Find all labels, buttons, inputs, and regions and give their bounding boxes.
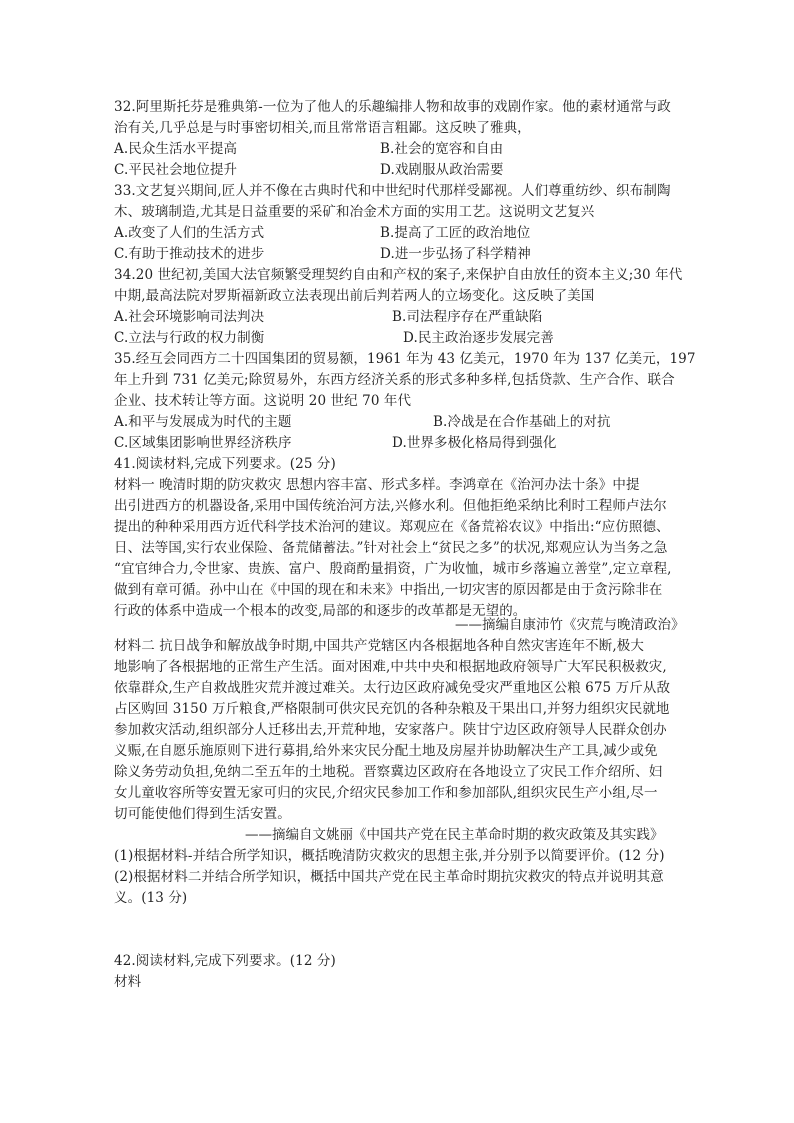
q41-title: 41.阅读材料,完成下列要求。(25 分) (114, 456, 336, 472)
q35-option-a: A.和平与发展成为时代的主题 (114, 414, 292, 430)
q32-option-a: A.民众生活水平提高 (114, 141, 238, 157)
q33-option-d: D.进一步弘扬了科学精神 (380, 246, 531, 262)
q33-stem-line-2: 木、玻璃制造,尤其是日益重要的采矿和冶金术方面的实用工艺。这说明文艺复兴 (114, 204, 595, 220)
q41-material-1-line: 日、法等国,实行农业保险、备荒储蓄法。”针对社会上“贫民之多”的状况,郑观应认为当务之急 (114, 540, 668, 556)
q35-stem-line-2: 年上升到 731 亿美元;除贸易外，东西方经济关系的形式多种多样,包括贷款、生产合作、联合 (114, 372, 675, 388)
q32-stem-line-1: 32.阿里斯托芬是雅典第-一位为了他人的乐趣编排人物和故事的戏剧作家。他的素材通常与政 (114, 99, 671, 115)
q35-option-b: B.冷战是在合作基础上的对抗 (433, 414, 611, 430)
q41-material-2-source: ——摘编自文姚丽《中国共产党在民主革命时期的救灾政策及其实践》 (245, 827, 664, 843)
q41-material-2-line: 参加救灾活动,组织部分人迁移出去,开荒种地，安家落户。陕甘宁边区政府领导人民群众创办 (114, 722, 667, 738)
q35-option-d: D.世界多极化格局得到强化 (392, 435, 557, 451)
q32-stem-line-2: 治有关,几乎总是与时事密切相关,而且常常语言粗鄙。这反映了雅典， (114, 120, 531, 136)
q41-material-2-line: 除义务劳动负担,免纳二至五年的土地税。晋察冀边区政府在各地设立了灾民工作介绍所、妇 (114, 764, 663, 780)
q41-requirement-2-line: 义。(13 分) (114, 890, 188, 906)
q41-material-2-line: 依靠群众,生产自救战胜灾荒并渡过难关。太行边区政府减免受灾严重地区公粮 675 万斤从敌 (114, 680, 671, 696)
q41-material-1-line: “宜官绅合力,令世家、贵族、富户、殷商酌量捐资，广为收恤，城市乡落遍立善堂”,定立章程, (114, 561, 672, 577)
q32-option-b: B.社会的宽容和自由 (380, 141, 504, 157)
q42-material-label: 材料 (114, 974, 142, 990)
q41-material-1-source: ——摘编自康沛竹《灾荒与晚清政治》 (455, 617, 685, 633)
q42-title: 42.阅读材料,完成下列要求。(12 分) (114, 953, 336, 969)
q32-option-d: D.戏剧服从政治需要 (380, 162, 504, 178)
q34-stem-line-2: 中期,最高法院对罗斯福新政立法表现出前后判若两人的立场变化。这反映了美国 (114, 288, 595, 304)
q41-material-1-line: 提出的种种采用西方近代科学技术治河的建议。郑观应在《备荒裕农议》中指出:“应仿照德、 (114, 519, 670, 535)
q41-material-2-line: 义赈,在自愿乐施原则下进行募捐,给外来灾民分配土地及房屋并协助解决生产工具,减少或免 (114, 743, 658, 759)
q34-option-b: B.司法程序存在严重缺陷 (392, 309, 543, 325)
q41-material-2-line: 女儿童收容所等安置无家可归的灾民,介绍灾民参加工作和参加部队,组织灾民生产小组,尽一 (114, 785, 658, 801)
q34-option-c: C.立法与行政的权力制衡 (114, 330, 265, 346)
q33-option-b: B.提高了工匠的政治地位 (380, 225, 531, 241)
q35-option-c: C.区域集团影响世界经济秩序 (114, 435, 292, 451)
q41-material-2-line: 切可能使他们得到生活安置。 (114, 806, 291, 822)
q34-option-a: A.社会环境影响司法判决 (114, 309, 265, 325)
q34-option-d: D.民主政治逐步发展完善 (403, 330, 554, 346)
q33-stem-line-1: 33.文艺复兴期间,匠人并不像在古典时代和中世纪时代那样受鄙视。人们尊重纺纱、织布制陶 (114, 183, 671, 199)
q33-option-c: C.有助于推动技术的进步 (114, 246, 265, 262)
q41-requirement-1: (1)根据材料-并结合所学知识，概括晚清防灾救灾的思想主张,并分别予以简要评价。(12 分) (114, 848, 665, 864)
q41-material-2-line: 地影响了各根据地的正常生产生活。面对困难,中共中央和根据地政府领导广大军民积极救灾, (114, 659, 667, 675)
q41-material-2-line: 占区购回 3150 万斤粮食,严格限制可供灾民充饥的各种杂粮及干果出口,并努力组织灾民就地 (114, 701, 670, 717)
q41-requirement-2-line: (2)根据材料二并结合所学知识，概括中国共产党在民主革命时期抗灾救灾的特点并说明其意 (114, 869, 664, 885)
q41-material-1-line: 出引进西方的机器设备,采用中国传统治河方法,兴修水利。但他拒绝采纳比利时工程师卢法尔 (114, 498, 667, 514)
q33-option-a: A.改变了人们的生活方式 (114, 225, 265, 241)
q41-material-1-line: 材料一 晚清时期的防灾救灾 思想内容丰富、形式多样。李鸿章在《治河办法十条》中提 (114, 477, 640, 493)
q32-option-c: C.平民社会地位提升 (114, 162, 238, 178)
q34-stem-line-1: 34.20 世纪初,美国大法官频繁受理契约自由和产权的案子,来保护自由放任的资本主义;30 年代 (114, 267, 683, 283)
q41-material-2-line: 材料二 抗日战争和解放战争时期,中国共产党辖区内各根据地各种自然灾害连年不断,极大 (114, 638, 644, 654)
q41-material-1-line: 行政的体系中造成一个根本的改变,局部的和逐步的改革都是无望的。 (114, 603, 527, 619)
q35-stem-line-1: 35.经互会同西方二十四国集团的贸易额，1961 年为 43 亿美元，1970 年为 137 亿美元，197 (114, 351, 696, 367)
q41-material-1-line: 做到有章可循。孙中山在《中国的现在和未来》中指出,一切灾害的原因都是由于贪污除非在 (114, 582, 663, 598)
q35-stem-line-3: 企业、技术转让等方面。这说明 20 世纪 70 年代 (114, 393, 412, 409)
